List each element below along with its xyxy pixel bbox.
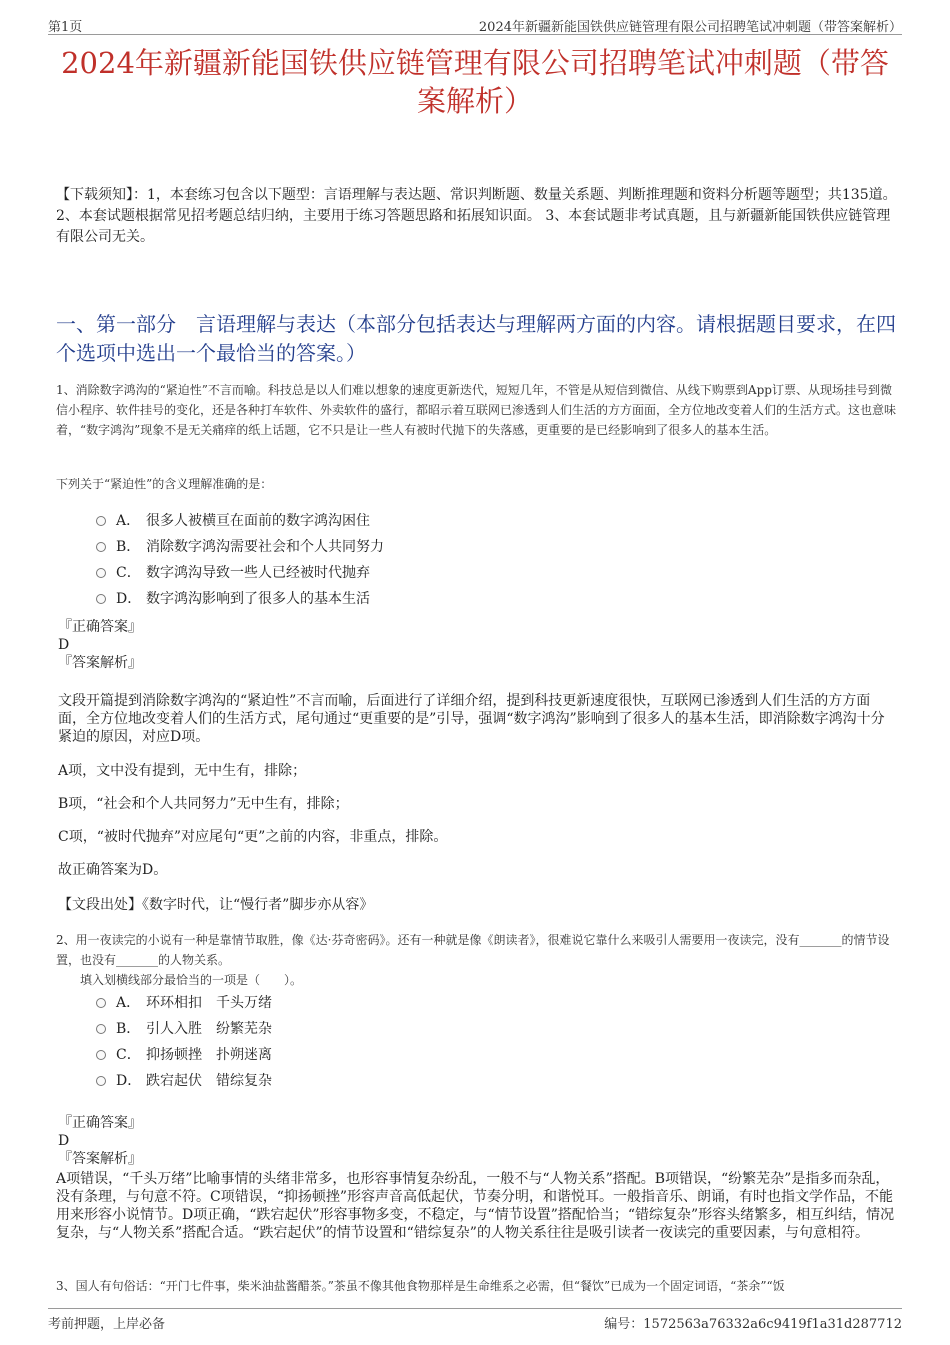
radio-icon[interactable] bbox=[96, 516, 106, 526]
question-1-text: 1、消除数字鸿沟的“紧迫性”不言而喻。科技总是以人们难以想象的速度更新迭代，短短几年，不管是从短信到微信、从线下购票到App订票、从现场挂号到微信小程序、软件挂号的变化，还是各种打车软件、外卖软件的盛行，都昭示着互联网已渗透到人们生活的方方面面，全方位地改变着人们的生活方式。这也意味着，“数字鸿沟”现象不是无关痛痒的纸上话题，它不只是让一些人有被时代抛下的失落感，更重要的是已经影响到了很多人的基本生活。 bbox=[56, 383, 897, 437]
question-1-source: 【文段出处】《数字时代，让“慢行者”脚步亦从容》 bbox=[58, 897, 374, 913]
radio-icon[interactable] bbox=[96, 568, 106, 578]
question-1-analysis-5: 故正确答案为D。 bbox=[58, 862, 168, 878]
question-1-stem: 下列关于“紧迫性”的含义理解准确的是： bbox=[56, 477, 273, 491]
question-1-option-d[interactable]: D． 数字鸿沟影响到了很多人的基本生活 bbox=[96, 586, 384, 612]
document-title: 2024年新疆新能国铁供应链管理有限公司招聘笔试冲刺题（带答案解析） bbox=[61, 46, 889, 118]
download-notice: 【下载须知】：1，本套练习包含以下题型：言语理解与表达题、常识判断题、数量关系题、判断推理题和资料分析题等题型；共135道。 2、本套试题根据常见招考题总结归纳，主要用于练习答题思路和拓展知识面。 3、本套试题非考试真题，且与新疆新能国铁供应链管理有限公司无关。 bbox=[56, 187, 897, 245]
question-3-text: 3、国人有句俗话：“开门七件事，柴米油盐酱醋茶。”茶虽不像其他食物那样是生命维系之必需，但“餐饮”已成为一个固定词语，“茶余”“饭 bbox=[56, 1279, 785, 1293]
footer-slogan: 考前押题，上岸必备 bbox=[48, 1317, 166, 1332]
analysis-label: 『答案解析』 bbox=[58, 655, 142, 671]
correct-answer-label: 『正确答案』 bbox=[58, 1115, 142, 1131]
radio-icon[interactable] bbox=[96, 594, 106, 604]
page-number: 第1页 bbox=[48, 20, 83, 35]
question-2-analysis: A项错误，“千头万绪”比喻事情的头绪非常多，也形容事情复杂纷乱，一般不与“人物关系”搭配。B项错误，“纷繁芜杂”是指多而杂乱，没有条理，与句意不符。C项错误，“抑扬顿挫”形容声音高低起伏，节奏分明，和谐悦耳。一般指音乐、朗诵，有时也指文学作品，不能用来形容小说情节。D项正确，“跌宕起伏”形容事物多变，不稳定，与“情节设置”搭配恰当；“错综复杂”形容头绪繁多，相互纠结，情况复杂，与“人物关系”搭配合适。“跌宕起伏”的情节设置和“错综复杂”的人物关系往往是吸引读者一夜读完的重要因素，与句意相符。 bbox=[56, 1171, 895, 1241]
question-1-analysis-1: 文段开篇提到消除数字鸿沟的“紧迫性”不言而喻，后面进行了详细介绍，提到科技更新速度很快，互联网已渗透到人们生活的方方面面，全方位地改变着人们的生活方式，尾句通过“更重要的是”引导，强调“数字鸿沟”影响到了很多人的基本生活，即消除数字鸿沟十分紧迫的原因，对应D项。 bbox=[58, 693, 885, 745]
question-2-option-d[interactable]: D． 跌宕起伏 错综复杂 bbox=[96, 1068, 272, 1094]
footer-doc-id: 编号：1572563a76332a6c9419f1a31d287712 bbox=[604, 1317, 902, 1332]
question-2-option-c[interactable]: C． 抑扬顿挫 扑朔迷离 bbox=[96, 1042, 272, 1068]
question-1-answer bbox=[58, 618, 898, 672]
question-1-analysis-3: B项，“社会和个人共同努力”无中生有，排除； bbox=[58, 796, 349, 812]
question-1-analysis-4: C项，“被时代抛弃”对应尾句“更”之前的内容，非重点，排除。 bbox=[58, 829, 448, 845]
question-2-stem: 填入划横线部分最恰当的一项是（ ）。 bbox=[80, 973, 303, 987]
question-1-analysis-2: A项，文中没有提到，无中生有，排除； bbox=[58, 763, 307, 779]
question-2-option-b[interactable]: B． 引人入胜 纷繁芜杂 bbox=[96, 1016, 272, 1042]
footer-divider bbox=[48, 1308, 902, 1309]
header-divider bbox=[48, 34, 902, 35]
question-1-options bbox=[96, 508, 384, 612]
question-2-text: 2、用一夜读完的小说有一种是靠情节取胜，像《达·芬奇密码》。还有一种就是像《朗读者》，很难说它靠什么来吸引人需要用一夜读完，没有_______的情节设置，也没有_______的人物关系。 bbox=[56, 933, 890, 967]
radio-icon[interactable] bbox=[96, 998, 106, 1008]
question-1-option-c[interactable]: C． 数字鸿沟导致一些人已经被时代抛弃 bbox=[96, 560, 384, 586]
question-1-option-a[interactable]: A． 很多人被横亘在面前的数字鸿沟困住 bbox=[96, 508, 384, 534]
correct-answer-label: 『正确答案』 bbox=[58, 619, 142, 635]
header-doc-title: 2024年新疆新能国铁供应链管理有限公司招聘笔试冲刺题（带答案解析） bbox=[478, 20, 902, 35]
question-1-option-b[interactable]: B． 消除数字鸿沟需要社会和个人共同努力 bbox=[96, 534, 384, 560]
question-2-options bbox=[96, 990, 272, 1094]
correct-answer-value: D bbox=[58, 637, 70, 653]
radio-icon[interactable] bbox=[96, 1076, 106, 1086]
question-2-option-a[interactable]: A． 环环相扣 千头万绪 bbox=[96, 990, 272, 1016]
correct-answer-value: D bbox=[58, 1133, 70, 1149]
analysis-label: 『答案解析』 bbox=[58, 1151, 142, 1167]
radio-icon[interactable] bbox=[96, 1024, 106, 1034]
radio-icon[interactable] bbox=[96, 542, 106, 552]
radio-icon[interactable] bbox=[96, 1050, 106, 1060]
question-2-answer bbox=[58, 1114, 898, 1168]
section-title: 一、第一部分 言语理解与表达（本部分包括表达与理解两方面的内容。请根据题目要求，在四个选项中选出一个最恰当的答案。） bbox=[56, 312, 896, 365]
